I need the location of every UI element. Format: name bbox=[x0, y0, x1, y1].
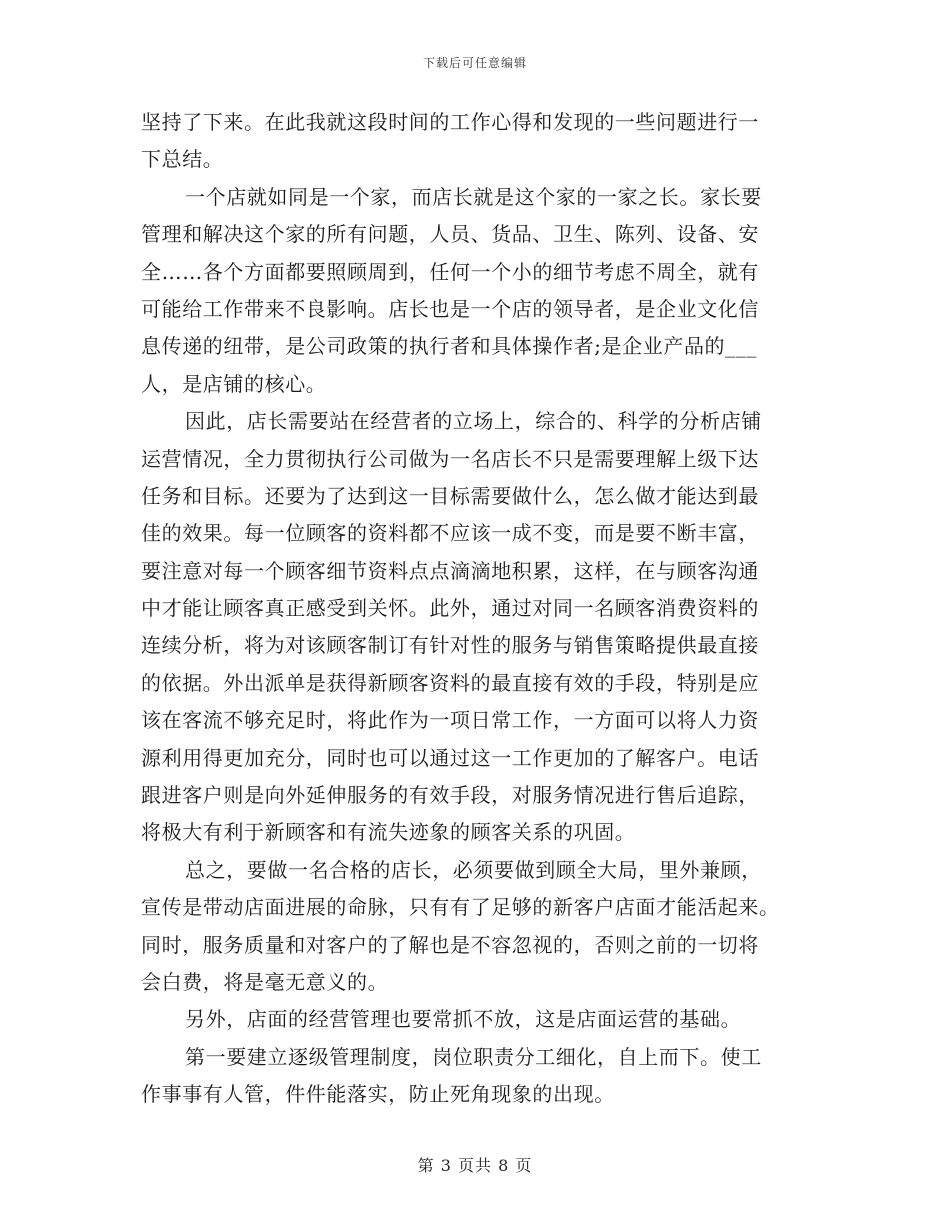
body-line: 第一要建立逐级管理制度，岗位职责分工细化，自上而下。使工 bbox=[185, 1044, 762, 1069]
body-line: 佳的效果。每一位顾客的资料都不应该一成不变，而是要不断丰富， bbox=[141, 521, 759, 546]
body-line: 的依据。外出派单是获得新顾客资料的最直接有效的手段，特别是应 bbox=[141, 670, 759, 695]
body-line: 总之，要做一名合格的店长，必须要做到顾全大局，里外兼顾， bbox=[185, 857, 762, 882]
body-line: 连续分析，将为对该顾客制订有针对性的服务与销售策略提供最直接 bbox=[141, 633, 759, 658]
body-line: 全……各个方面都要照顾周到，任何一个小的细节考虑不周全，就有 bbox=[141, 259, 759, 284]
body-line: 因此，店长需要站在经营者的立场上，综合的、科学的分析店铺 bbox=[185, 409, 762, 434]
body-line: 运营情况，全力贯彻执行公司做为一名店长不只是需要理解上级下达 bbox=[141, 446, 759, 471]
body-line: 要注意对每一个顾客细节资料点点滴滴地积累，这样，在与顾客沟通 bbox=[141, 558, 759, 583]
body-line: 会白费，将是毫无意义的。 bbox=[141, 969, 389, 994]
page-footer: 第 3 页共 8 页 bbox=[417, 1156, 533, 1175]
body-line: 息传递的纽带，是公司政策的执行者和具体操作者;是企业产品的___ bbox=[141, 334, 757, 359]
body-line: 作事事有人管，件件能落实，防止死角现象的出现。 bbox=[141, 1082, 615, 1107]
body-line: 同时，服务质量和对客户的了解也是不容忽视的，否则之前的一切将 bbox=[141, 932, 759, 957]
body-line: 宣传是带动店面进展的命脉，只有有了足够的新客户店面才能活起来。 bbox=[141, 895, 780, 920]
page-header: 下载后可任意编辑 bbox=[422, 56, 527, 70]
body-line: 一个店就如同是一个家，而店长就是这个家的一家之长。家长要 bbox=[185, 184, 762, 209]
body-line: 跟进客户则是向外延伸服务的有效手段，对服务情况进行售后追踪， bbox=[141, 783, 759, 808]
body-line: 另外，店面的经营管理也要常抓不放，这是店面运营的基础。 bbox=[185, 1007, 742, 1032]
body-line: 将极大有利于新顾客和有流失迹象的顾客关系的巩固。 bbox=[141, 820, 636, 845]
body-line: 可能给工作带来不良影响。店长也是一个店的领导者，是企业文化信 bbox=[141, 296, 759, 321]
body-line: 源利用得更加充分，同时也可以通过这一工作更加的了解客户。电话 bbox=[141, 745, 759, 770]
body-line: 坚持了下来。在此我就这段时间的工作心得和发现的一些问题进行一 bbox=[141, 110, 759, 134]
body-line: 该在客流不够充足时，将此作为一项日常工作，一方面可以将人力资 bbox=[141, 708, 759, 733]
body-line: 下总结。 bbox=[141, 147, 224, 172]
body-line: 中才能让顾客真正感受到关怀。此外，通过对同一名顾客消费资料的 bbox=[141, 596, 759, 621]
body-line: 管理和解决这个家的所有问题，人员、货品、卫生、陈列、设备、安 bbox=[141, 222, 759, 247]
body-line: 人，是店铺的核心。 bbox=[141, 371, 327, 396]
body-line: 任务和目标。还要为了达到这一目标需要做什么，怎么做才能达到最 bbox=[141, 483, 759, 508]
document-body bbox=[141, 104, 811, 1114]
